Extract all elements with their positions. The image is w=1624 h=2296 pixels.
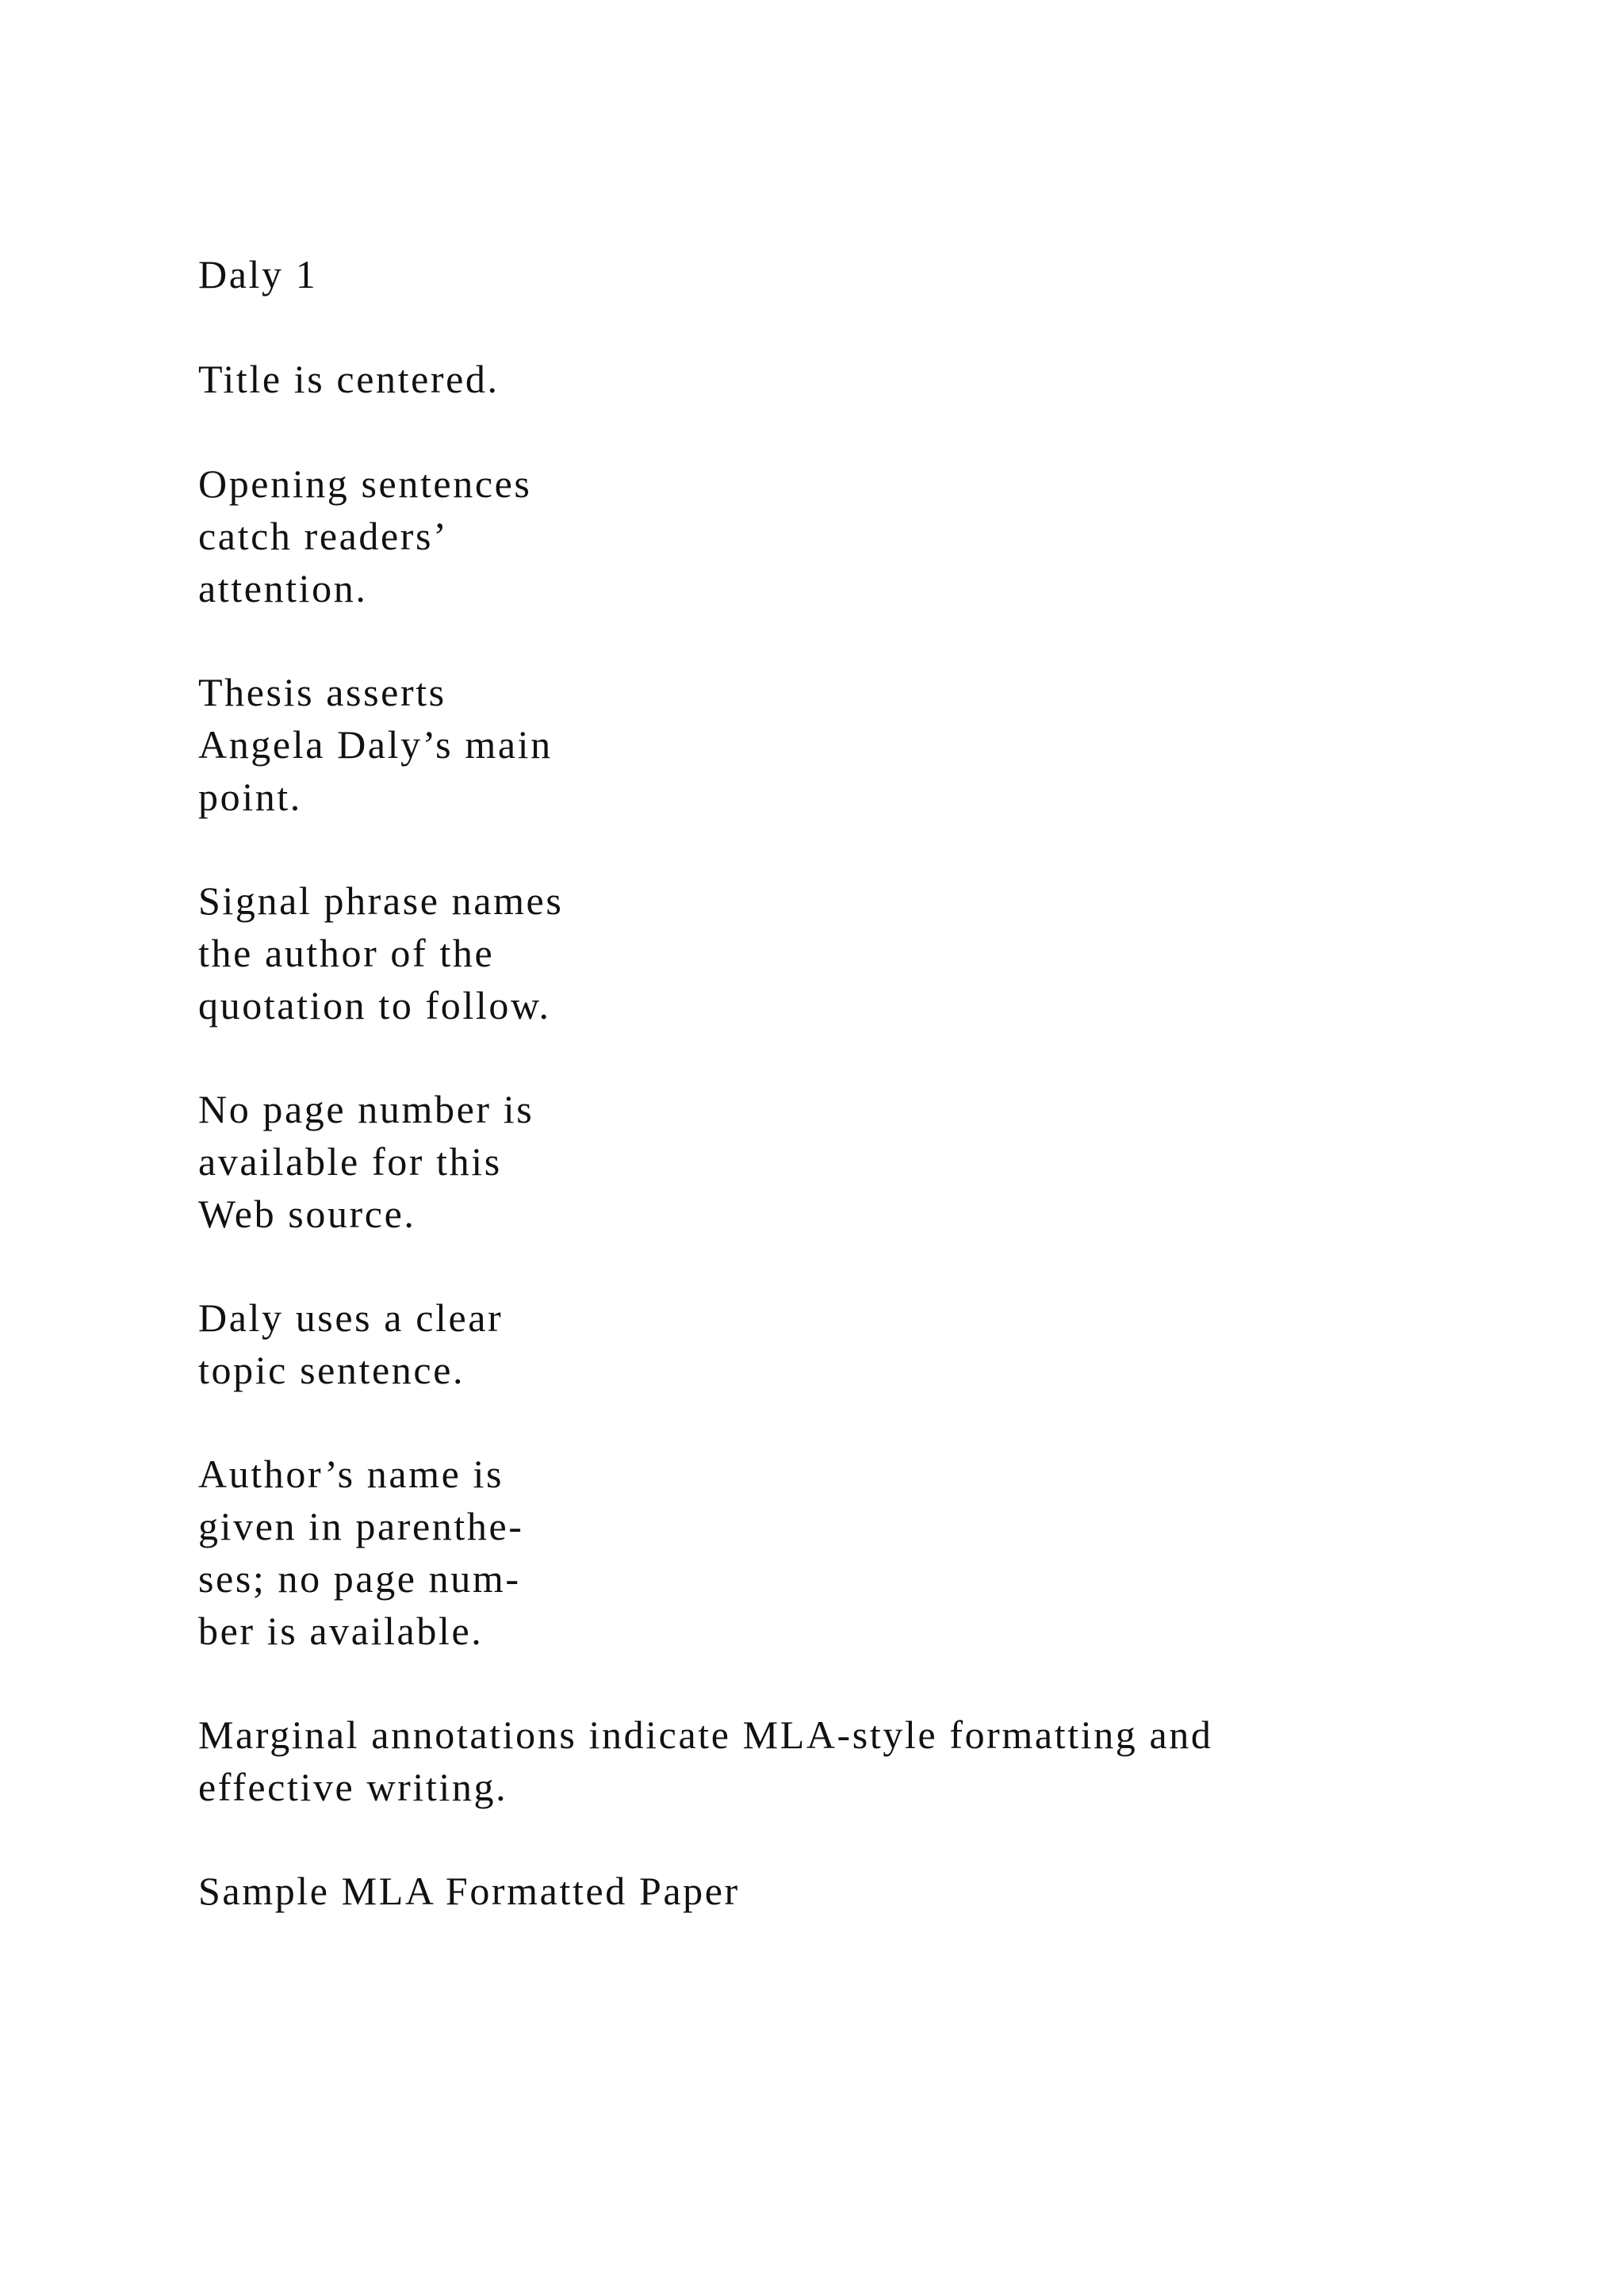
annotation-line: given in parenthe- bbox=[198, 1504, 524, 1548]
annotation-line: Thesis asserts bbox=[198, 670, 446, 714]
annotation-opening-sentences bbox=[198, 457, 531, 614]
annotation-thesis bbox=[198, 666, 553, 823]
caption-label: Sample MLA Formatted Paper bbox=[198, 1869, 740, 1913]
annotation-line: ses; no page num- bbox=[198, 1556, 521, 1601]
annotation-line: Signal phrase names bbox=[198, 878, 564, 923]
annotation-no-page-number bbox=[198, 1083, 534, 1240]
annotation-line: Web source. bbox=[198, 1192, 416, 1236]
annotation-line: attention. bbox=[198, 566, 368, 610]
annotation-line: effective writing. bbox=[198, 1765, 508, 1809]
annotation-line: point. bbox=[198, 775, 302, 819]
page-header bbox=[198, 248, 317, 300]
annotation-line: ber is available. bbox=[198, 1609, 484, 1653]
annotation-line: quotation to follow. bbox=[198, 983, 551, 1027]
annotation-author-name bbox=[198, 1448, 524, 1657]
document-caption bbox=[198, 1865, 740, 1917]
annotation-line: Angela Daly’s main bbox=[198, 722, 553, 767]
annotation-line: Title is centered. bbox=[198, 357, 500, 401]
annotation-line: No page number is bbox=[198, 1087, 534, 1131]
annotation-line: topic sentence. bbox=[198, 1348, 465, 1392]
annotation-line: Daly uses a clear bbox=[198, 1295, 504, 1340]
annotation-line: the author of the bbox=[198, 931, 495, 975]
page-header-label: Daly 1 bbox=[198, 252, 318, 297]
annotation-topic-sentence bbox=[198, 1292, 503, 1396]
annotation-line: available for this bbox=[198, 1139, 502, 1184]
annotation-title-centered bbox=[198, 353, 500, 405]
annotation-line: catch readers’ bbox=[198, 514, 449, 558]
annotation-signal-phrase bbox=[198, 874, 563, 1031]
annotation-marginal-note bbox=[198, 1709, 1213, 1813]
annotation-line: Marginal annotations indicate MLA-style formatting and bbox=[198, 1712, 1213, 1757]
annotation-line: Author’s name is bbox=[198, 1452, 504, 1496]
annotation-line: Opening sentences bbox=[198, 461, 532, 506]
